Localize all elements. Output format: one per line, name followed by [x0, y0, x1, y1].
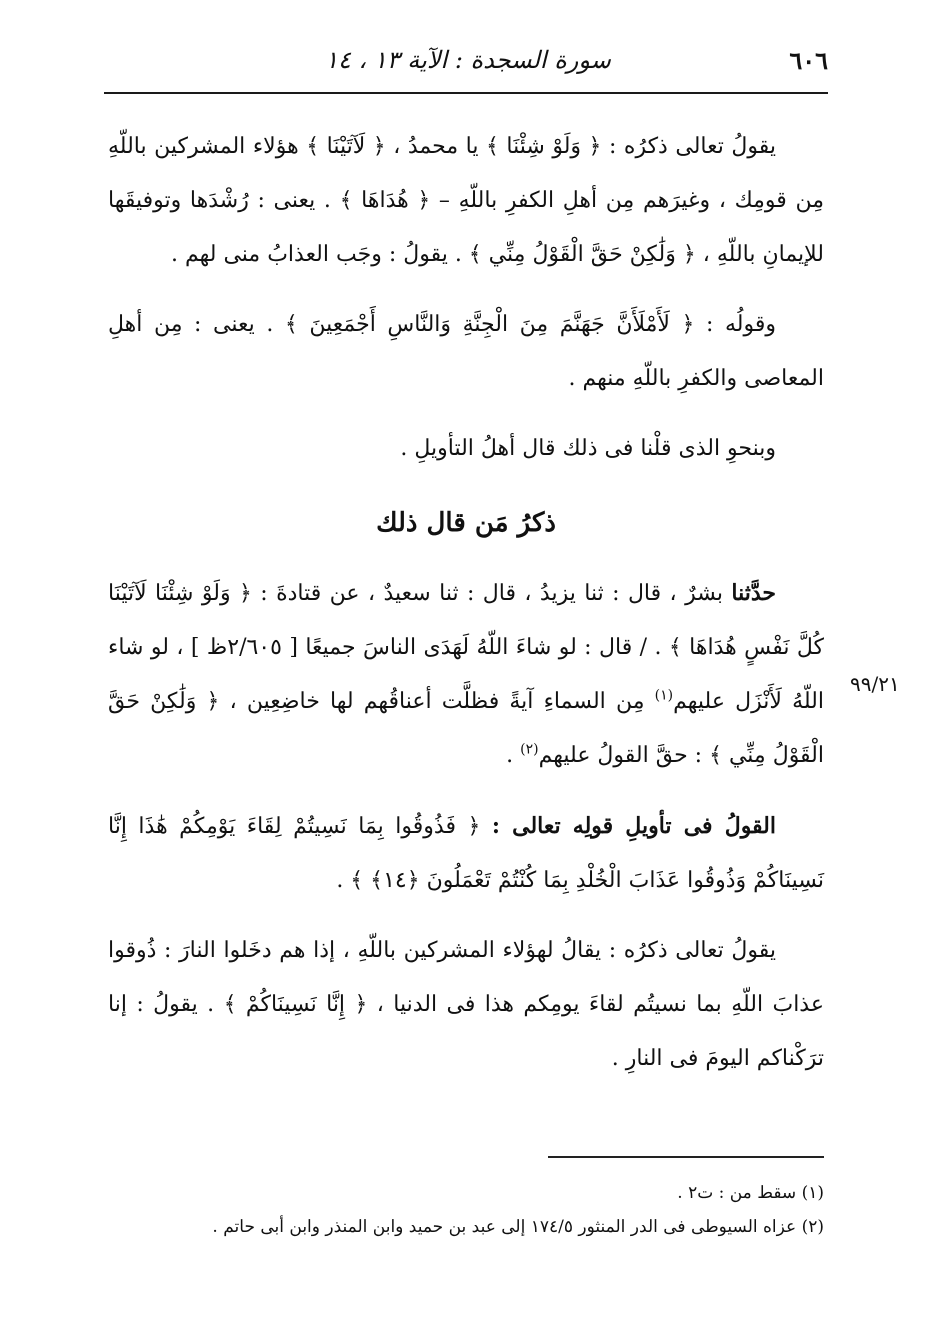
footnote-ref-1: (١)	[654, 687, 674, 704]
footnote-ref-2: (٢)	[520, 741, 539, 758]
hadith-text-1: بشرٌ ، قال : ثنا يزيدُ ، قال : ثنا سعيدٌ ، عن قتادةَ : ﴿ وَلَوْ شِئْنَا لَآتَيْنَا كُلَّ نَفْسٍ هُدَاهَا ﴾ . / قال : لو شاءَ اللّهُ لَهَدَى الناسَ جميعًا [ ٢/٦٠٥ظ ] ، لو شاء اللّهُ لَأَنْزَل عليهم	[108, 581, 824, 714]
margin-reference: ٩٩/٢١	[850, 672, 900, 696]
verse-heading-text: ﴿ فَذُوقُوا بِمَا نَسِيتُمْ لِقَاءَ يَوْمِكُمْ هَٰذَا إِنَّا نَسِينَاكُمْ وَذُوقُوا عَذَابَ الْخُلْدِ بِمَا كُنْتُمْ تَعْمَلُونَ ﴿١٤﴾ ﴾ .	[108, 814, 824, 893]
hadith-text-2: مِن السماءِ آيةً فظلَّت أعناقُهم لها خاضِعِين ، ﴿ وَلَٰكِنْ حَقَّ الْقَوْلُ مِنِّي ﴾ : حقَّ القولُ عليهم	[108, 689, 824, 768]
verse-heading-lead: القولُ فى تأويلِ قولِه تعالى :	[491, 813, 776, 839]
section-heading: ذكرُ مَن قال ذلك	[376, 508, 556, 538]
verse-heading	[108, 799, 824, 908]
hadith-text-3: .	[506, 743, 521, 768]
page-header	[108, 42, 828, 82]
paragraph-1: يقولُ تعالى ذكرُه : ﴿ وَلَوْ شِئْنَا ﴾ يا محمدُ ، ﴿ لَآتَيْنَا ﴾ هؤلاء المشركين باللّهِ مِن قومِك ، وغيرَهم مِن أهلِ الكفرِ باللّهِ – ﴿ هُدَاهَا ﴾ . يعنى : رُشْدَها وتوفيقَها للإيمانِ باللّهِ ، ﴿ وَلَٰكِنْ حَقَّ الْقَوْلُ مِنِّي ﴾ . يقولُ : وجَب العذابُ منى لهم .	[108, 134, 824, 267]
footnote-2: (٢) عزاه السيوطى فى الدر المنثور ١٧٤/٥ إلى عبد بن حميد وابن المنذر وابن أبى حاتم .	[212, 1217, 824, 1237]
header-rule	[104, 92, 828, 94]
footnote-rule	[548, 1156, 824, 1158]
main-text	[108, 120, 824, 1102]
footnote-1: (١) سقط من : ت٢ .	[677, 1183, 824, 1203]
page-number: ٦٠٦	[789, 46, 828, 75]
hadith-paragraph	[108, 566, 824, 783]
hadith-lead: حدَّثنا	[731, 580, 776, 606]
running-title: سورة السجدة : الآية ١٣ ، ١٤	[325, 46, 611, 74]
final-paragraph: يقولُ تعالى ذكرُه : يقالُ لهؤلاء المشركين باللّهِ ، إذا هم دخَلوا النارَ : ذُوقوا عذابَ اللّهِ بما نسيتُم لقاءَ يومِكم هذا فى الدنيا ، ﴿ إِنَّا نَسِينَاكُمْ ﴾ . يقولُ : إنا ترَكْناكم اليومَ فى النارِ .	[108, 938, 824, 1071]
footnotes	[108, 1176, 824, 1244]
paragraph-2: وقولُه : ﴿ لَأَمْلَأَنَّ جَهَنَّمَ مِنَ الْجِنَّةِ وَالنَّاسِ أَجْمَعِينَ ﴾ . يعنى : مِن أهلِ المعاصى والكفرِ باللّهِ منهم .	[108, 312, 824, 391]
paragraph-3: وبنحوِ الذى قلْنا فى ذلك قال أهلُ التأويلِ .	[400, 436, 776, 461]
